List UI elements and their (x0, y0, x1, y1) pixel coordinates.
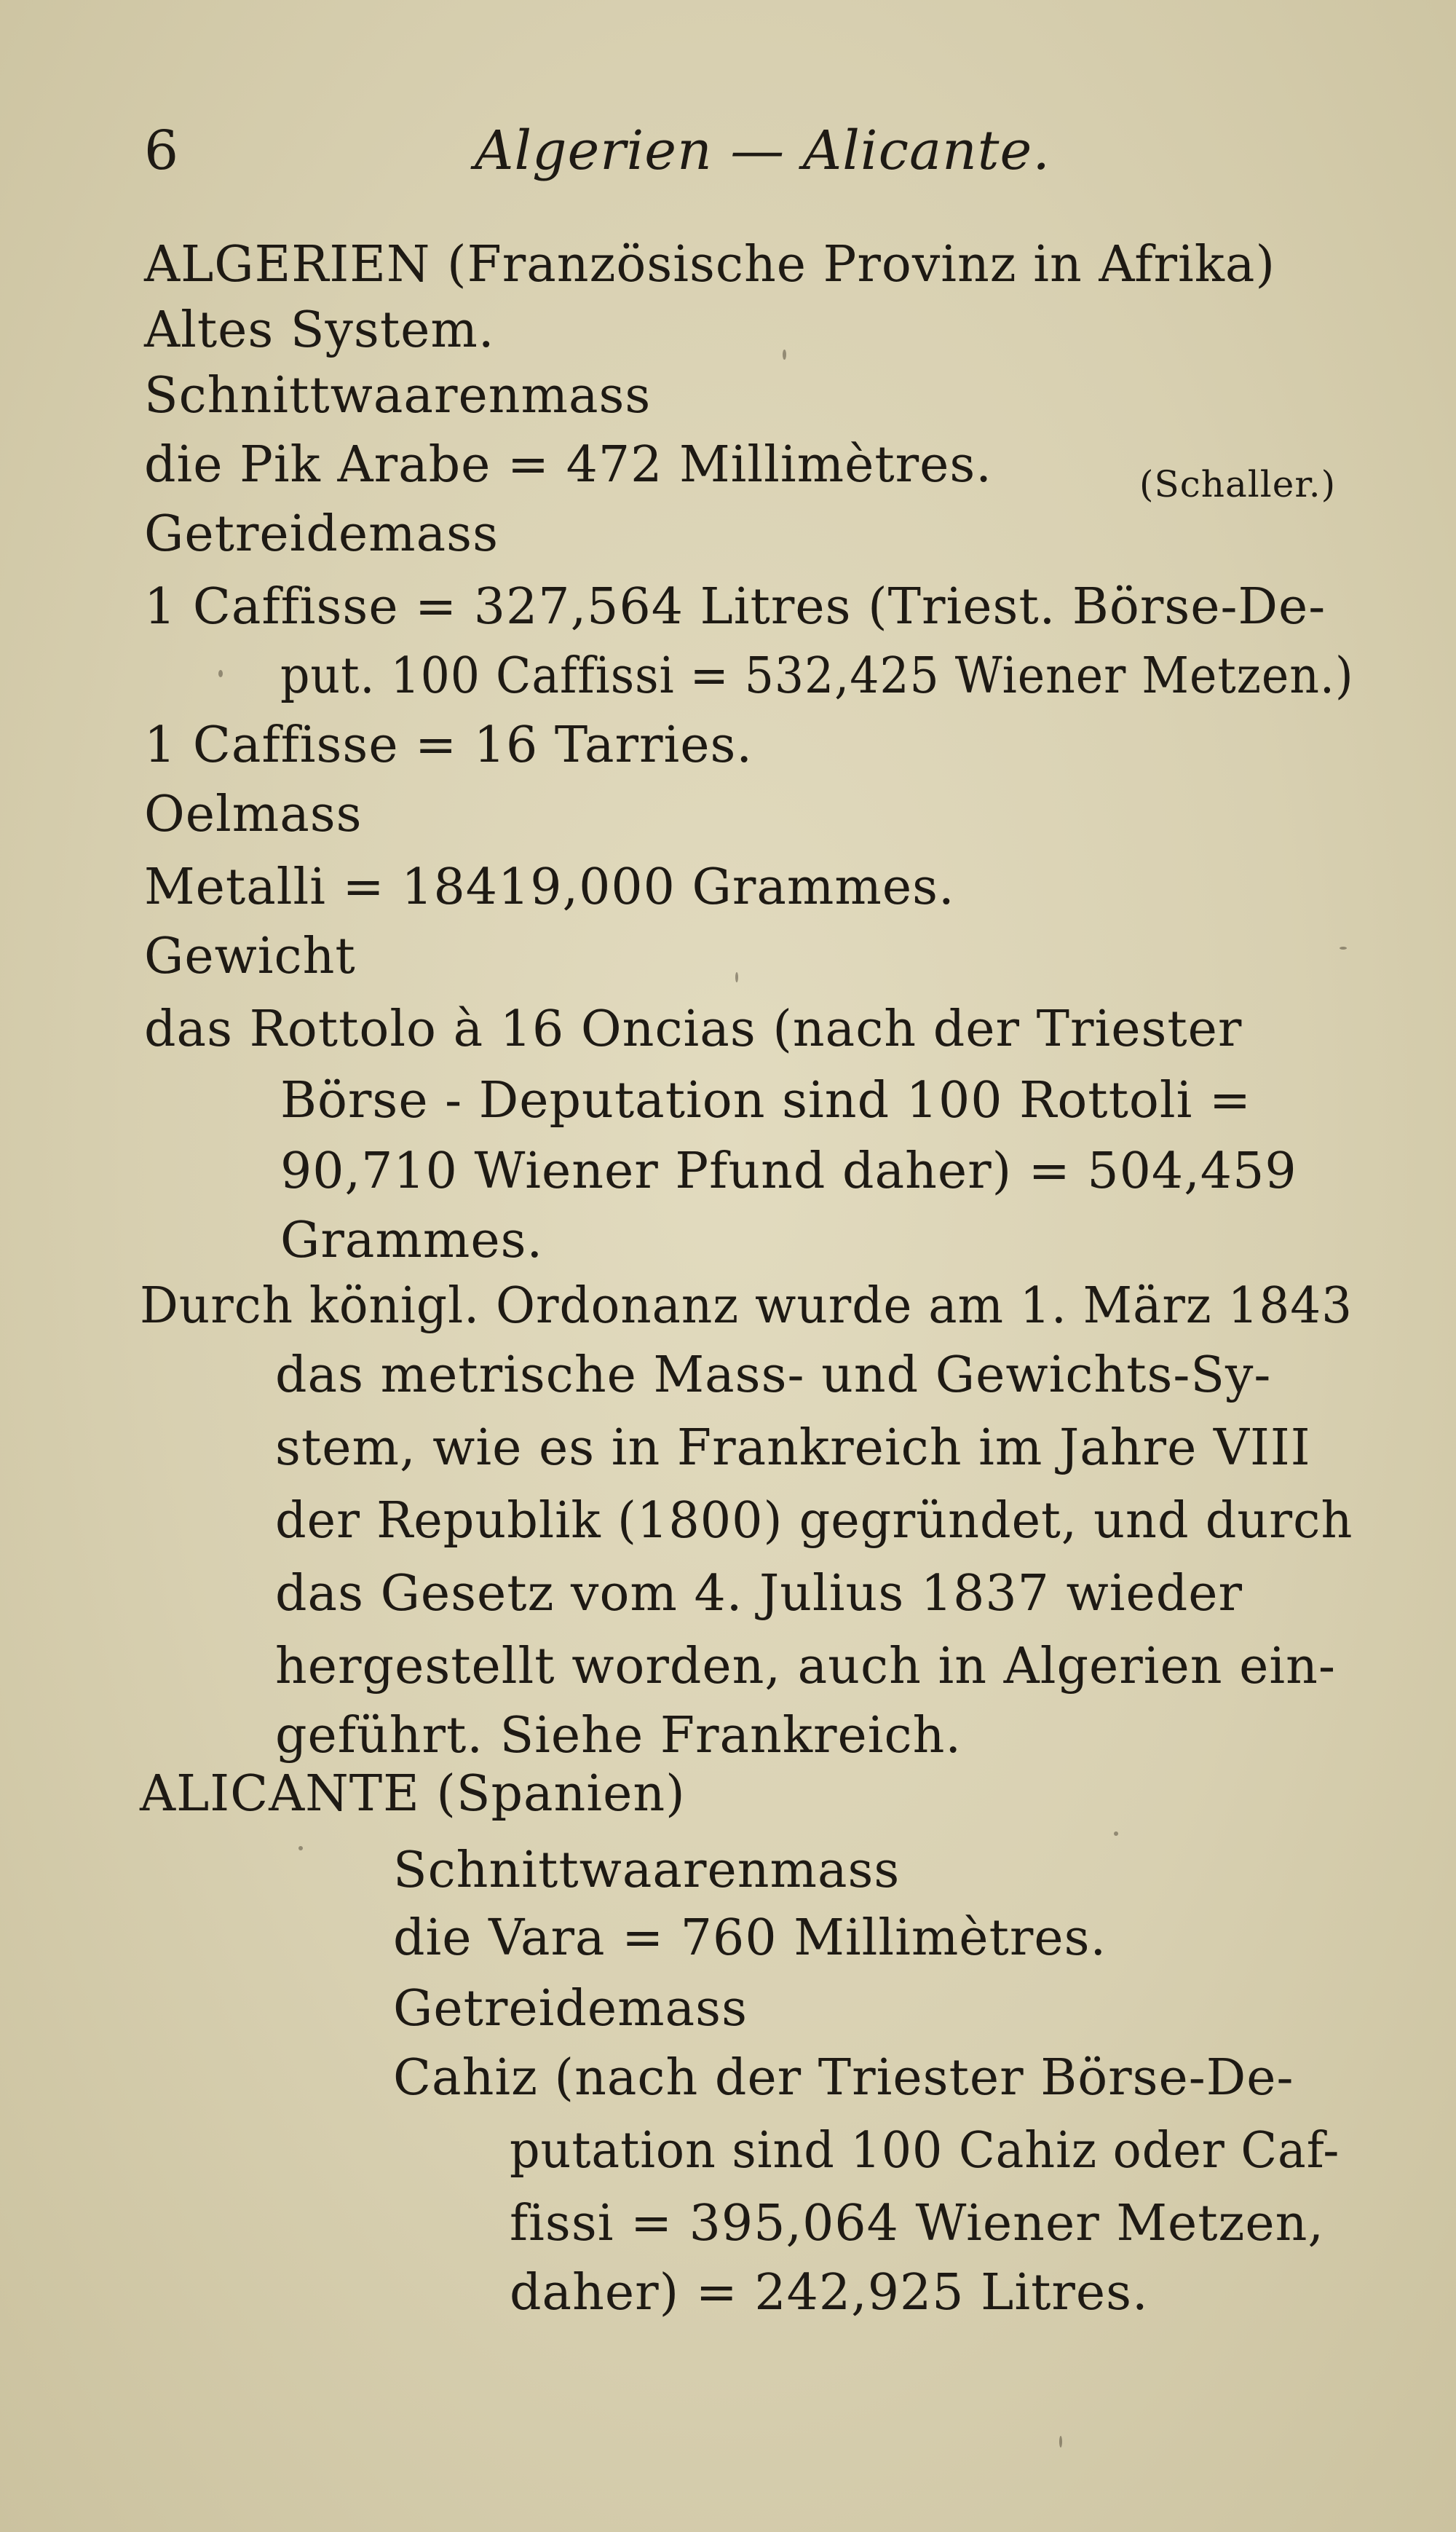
algerien-decree-line-2: das metrische Mass- und Gewichts-Sy- (275, 1346, 1272, 1404)
alicante-cloth-heading: Schnittwaarenmass (393, 1842, 901, 1899)
algerien-weight-heading: Gewicht (144, 928, 356, 985)
alicante-heading: ALICANTE (Spanien) (140, 1765, 686, 1823)
algerien-decree-line-7: geführt. Siehe Frankreich. (275, 1707, 962, 1764)
algerien-weight-line-4: Grammes. (280, 1212, 544, 1269)
alicante-grain-line-2: putation sind 100 Cahiz oder Caf- (510, 2122, 1340, 2180)
paper-speck (783, 350, 786, 360)
algerien-heading: ALGERIEN (Französische Provinz in Afrika) (144, 236, 1275, 293)
algerien-grain-heading: Getreidemass (144, 505, 499, 563)
alicante-grain-heading: Getreidemass (393, 1980, 748, 2038)
algerien-weight-line-2: Börse - Deputation sind 100 Rottoli = (280, 1072, 1251, 1129)
algerien-decree-line-1: Durch königl. Ordonanz wurde am 1. März 1843 (140, 1277, 1353, 1335)
paper-speck (1114, 1831, 1118, 1836)
algerien-grain-line-1: 1 Caffisse = 327,564 Litres (Triest. Börse-De- (144, 578, 1326, 636)
running-title: Algerien — Alicante. (475, 119, 1051, 182)
algerien-weight-line-1: das Rottolo à 16 Oncias (nach der Triester (144, 1001, 1243, 1058)
page-number: 6 (144, 119, 179, 182)
algerien-oil-line: Metalli = 18419,000 Grammes. (144, 859, 955, 916)
algerien-decree-line-4: der Republik (1800) gegründet, und durch (275, 1492, 1353, 1550)
alicante-cloth-line: die Vara = 760 Millimètres. (393, 1909, 1107, 1967)
algerien-grain-line-3: 1 Caffisse = 16 Tarries. (144, 717, 753, 774)
alicante-grain-line-3: fissi = 395,064 Wiener Metzen, (510, 2195, 1324, 2252)
algerien-cloth-heading: Schnittwaarenmass (144, 367, 652, 425)
algerien-system: Altes System. (144, 301, 495, 359)
paper-speck (1340, 947, 1347, 950)
algerien-oil-heading: Oelmass (144, 786, 363, 843)
algerien-weight-line-3: 90,710 Wiener Pfund daher) = 504,459 (280, 1143, 1297, 1200)
paper-speck (1059, 2436, 1062, 2448)
paper-speck (298, 1846, 303, 1850)
algerien-decree-line-5: das Gesetz vom 4. Julius 1837 wieder (275, 1565, 1243, 1622)
algerien-decree-line-3: stem, wie es in Frankreich im Jahre VIII (275, 1419, 1311, 1477)
paper-speck (218, 670, 223, 677)
alicante-grain-line-4: daher) = 242,925 Litres. (510, 2264, 1149, 2322)
algerien-grain-line-2: put. 100 Caffissi = 532,425 Wiener Metzen.) (280, 647, 1354, 705)
algerien-cloth-source: (Schaller.) (1139, 463, 1337, 505)
paper-speck (735, 972, 738, 982)
algerien-cloth-line: die Pik Arabe = 472 Millimètres. (144, 436, 992, 494)
algerien-decree-line-6: hergestellt worden, auch in Algerien ein- (275, 1638, 1336, 1695)
alicante-grain-line-1: Cahiz (nach der Triester Börse-De- (393, 2049, 1294, 2107)
